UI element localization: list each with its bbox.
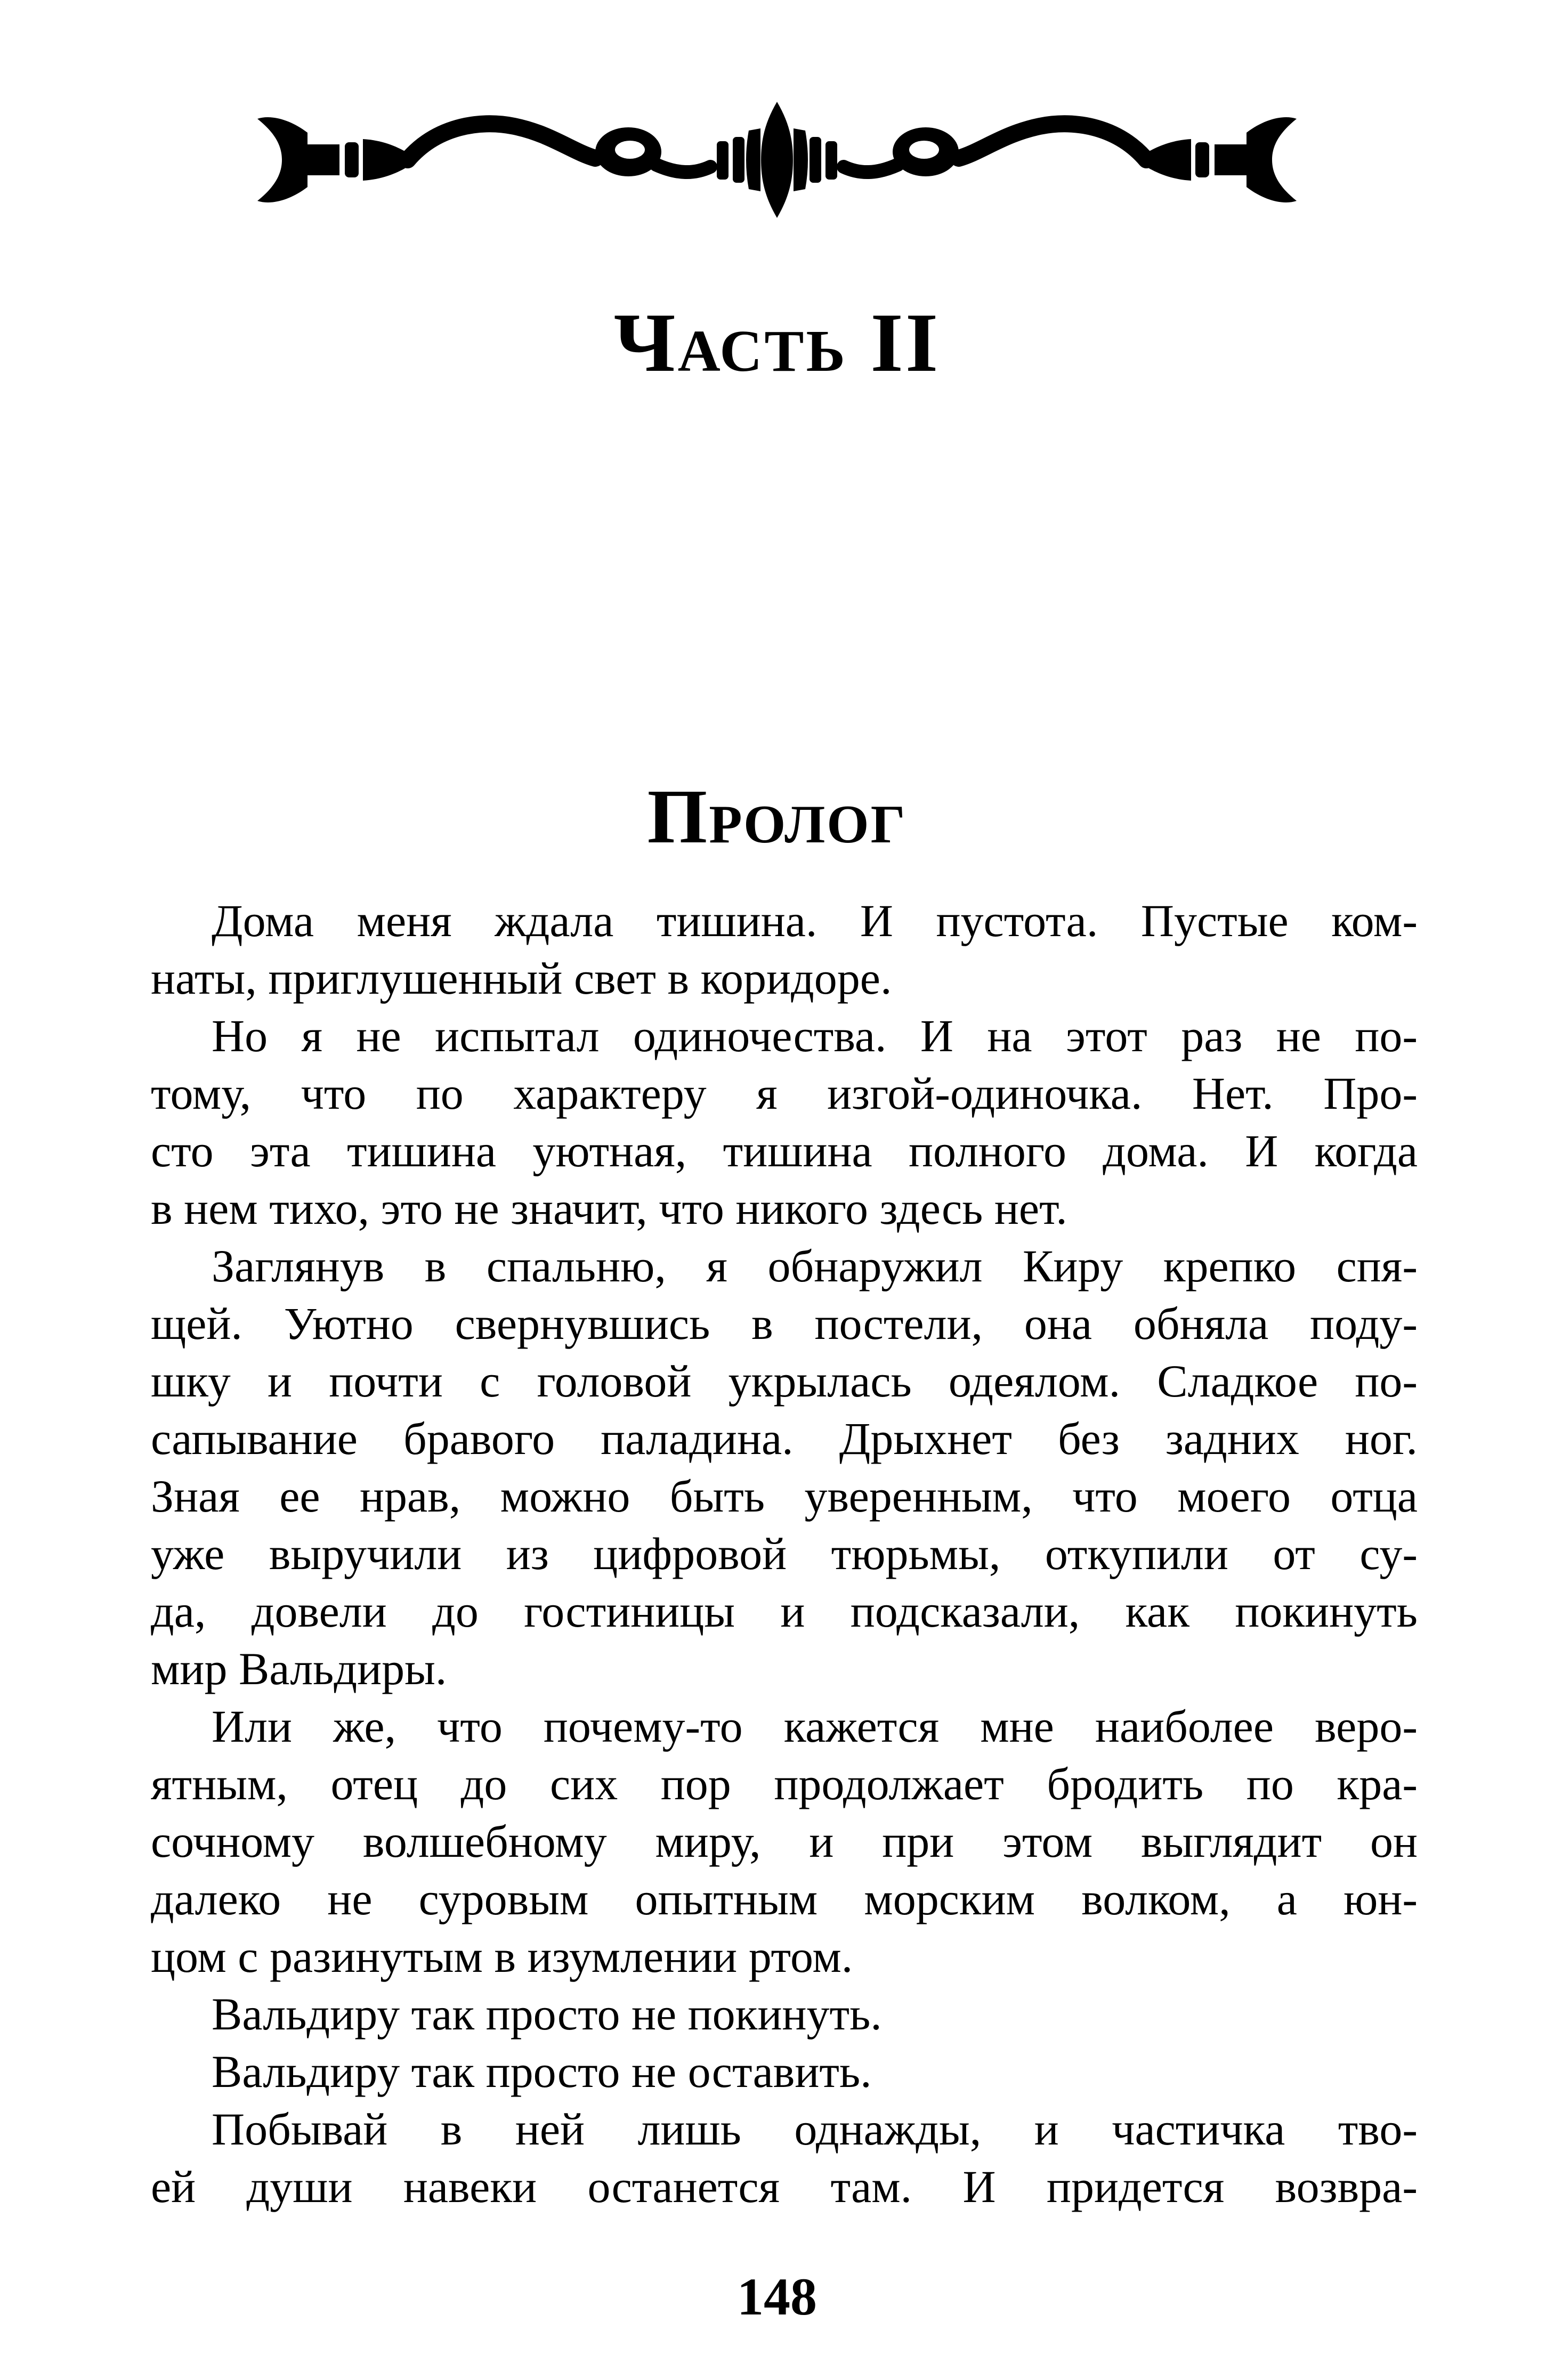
text-line: Вальдиру так просто не оставить. [212, 2046, 872, 2097]
text-line: Побывай в ней лишь однажды, и частичка тво- [212, 2103, 1418, 2155]
text-line: да, довели до гостиницы и подсказали, как покинуть [151, 1586, 1418, 1637]
part-heading: Часть II [613, 296, 941, 389]
text-line: Дома меня ждала тишина. И пустота. Пустые ком- [212, 895, 1418, 946]
page-number: 148 [737, 2267, 817, 2326]
text-line: ей души навеки останется там. И придется возвра- [151, 2161, 1418, 2212]
text-line: Зная ее нрав, можно быть уверенным, что моего отца [151, 1471, 1418, 1522]
text-line: сто эта тишина уютная, тишина полного дома. И когда [151, 1125, 1418, 1176]
chapter-heading: Пролог [647, 774, 907, 859]
text-line: в нем тихо, это не значит, что никого здесь нет. [151, 1183, 1067, 1234]
text-line: тому, что по характеру я изгой-одиночка. Нет. Про- [151, 1068, 1418, 1119]
text-line: уже выручили из цифровой тюрьмы, откупили от су- [151, 1528, 1418, 1579]
text-line: цом с разинутым в изумлении ртом. [151, 1931, 853, 1982]
ornament-divider-icon [252, 99, 1302, 221]
text-line: ятным, отец до сих пор продолжает бродить по кра- [151, 1758, 1418, 1809]
text-line: щей. Уютно свернувшись в постели, она обняла поду- [151, 1298, 1418, 1349]
text-line: сочному волшебному миру, и при этом выглядит он [151, 1816, 1418, 1867]
text-line: Вальдиру так просто не покинуть. [212, 1988, 882, 2040]
text-line: сапывание бравого паладина. Дрыхнет без задних ног. [151, 1413, 1418, 1464]
text-line: Но я не испытал одиночества. И на этот раз не по- [212, 1010, 1418, 1061]
text-line: далеко не суровым опытным морским волком, а юн- [151, 1873, 1418, 1924]
text-line: Или же, что почему-то кажется мне наиболее веро- [212, 1701, 1418, 1752]
text-line: шку и почти с головой укрылась одеялом. Сладкое по- [151, 1355, 1418, 1407]
text-line: Заглянув в спальню, я обнаружил Киру крепко спя- [212, 1240, 1418, 1291]
text-line: наты, приглушенный свет в коридоре. [151, 953, 892, 1004]
body-text [151, 892, 1418, 2215]
text-line: мир Вальдиры. [151, 1643, 447, 1694]
